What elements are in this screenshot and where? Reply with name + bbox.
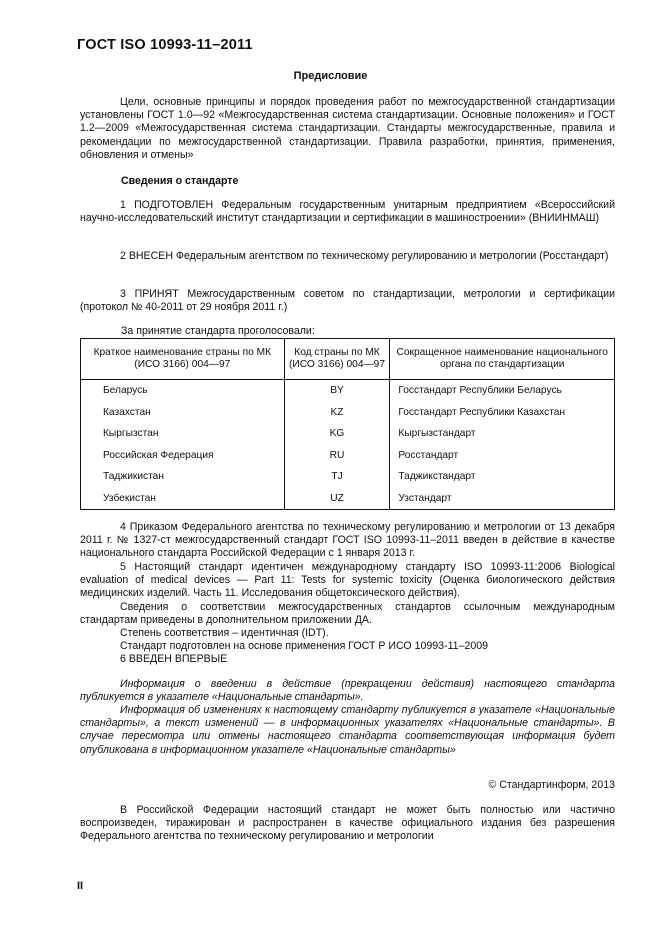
table-cell-country: Беларусь (81, 380, 285, 402)
table-header-country: Краткое наименование страны по МК (ИСО 3166) 004—97 (81, 339, 285, 380)
table-cell-body: Росстандарт (390, 445, 615, 467)
table-header-code: Код страны по МК (ИСО 3166) 004—97 (284, 339, 390, 380)
table-cell-body: Госстандарт Республики Казахстан (390, 402, 615, 424)
item-2-paragraph: 2 ВНЕСЕН Федеральным агентством по техническому регулированию и метрологии (Росстандарт) (120, 250, 609, 262)
table-row (81, 466, 615, 488)
copyright-line: © Стандартинформ, 2013 (488, 779, 615, 791)
table-cell-code: UZ (284, 488, 390, 510)
table-cell-country: Кыргызстан (81, 423, 285, 445)
table-row (81, 445, 615, 467)
item-1-paragraph: 1 ПОДГОТОВЛЕН Федеральным государственным унитарным предприятием «Всероссийский научно-исследовательский институт стандартизации и сертификации в машиностроении» (ВНИИНМАШ) (80, 199, 615, 225)
voting-countries-table (80, 338, 615, 510)
table-cell-code: BY (284, 380, 390, 402)
item-5-degree-paragraph: Степень соответствия – идентичная (IDT). (120, 627, 329, 639)
table-cell-body: Узстандарт (390, 488, 615, 510)
table-row (81, 488, 615, 510)
table-row (81, 423, 615, 445)
item-5-paragraph: 5 Настоящий стандарт идентичен международному стандарту ISO 10993-11:2006 Biological evaluation of medical devices — Part 11: Tests for systemic toxicity (Оценка биологического действия медицинских изделий. Часть 11. Исследования общетоксического действия). (80, 561, 615, 600)
item-5-basis-paragraph: Стандарт подготовлен на основе применения ГОСТ Р ИСО 10993-11–2009 (120, 640, 489, 652)
table-cell-code: KG (284, 423, 390, 445)
table-cell-body: Таджикстандарт (390, 466, 615, 488)
notice-changes-paragraph: Информация об изменениях к настоящему стандарту публикуется в указателе «Национальные стандарты», а текст изменений — в информационных указателях «Национальные стандарты». В случае пересмотра или отмены настоящего стандарта соответствующая информация будет опубликована в информационном указателе «Национальные стандарты» (80, 704, 615, 756)
table-cell-country: Узбекистан (81, 488, 285, 510)
table-cell-country: Казахстан (81, 402, 285, 424)
vote-label: За принятие стандарта проголосовали: (121, 325, 315, 337)
table-cell-body: Госстандарт Республики Беларусь (390, 380, 615, 402)
standard-info-title: Сведения о стандарте (121, 175, 239, 187)
table-cell-code: RU (284, 445, 390, 467)
table-row (81, 402, 615, 424)
page-number: II (77, 880, 84, 892)
table-header-row (81, 339, 615, 380)
preface-title: Предисловие (293, 70, 368, 82)
item-4-paragraph: 4 Приказом Федерального агентства по техническому регулированию и метрологии от 13 декабря 2011 г. № 1327-ст межгосударственный стандарт ГОСТ ISO 10993-11–2011 введен в действие в качестве национального стандарта Российской Федерации с 1 января 2013 г. (80, 521, 615, 560)
rights-paragraph: В Российской Федерации настоящий стандарт не может быть полностью или частично воспроизведен, тиражирован и распространен в качестве официального издания без разрешения Федерального агентства по техническому регулированию и метрологии (80, 804, 615, 843)
item-3-paragraph: 3 ПРИНЯТ Межгосударственным советом по стандартизации, метрологии и сертификации (протокол № 40-2011 от 29 ноября 2011 г.) (80, 288, 615, 314)
document-header-title: ГОСТ ISO 10993-11–2011 (77, 37, 253, 53)
table-cell-country: Российская Федерация (81, 445, 285, 467)
table-row (81, 380, 615, 402)
notice-introduction-paragraph: Информация о введении в действие (прекращении действия) настоящего стандарта публикуется в указателе «Национальные стандарты». (80, 678, 615, 704)
table-cell-country: Таджикистан (81, 466, 285, 488)
table-cell-body: Кыргызстандарт (390, 423, 615, 445)
table-header-body: Сокращенное наименование национального органа по стандартизации (390, 339, 615, 380)
item-5-refs-paragraph: Сведения о соответствии межгосударственных стандартов ссылочным международным стандартам приведены в дополнительном приложении ДА. (80, 601, 615, 627)
preface-intro-paragraph: Цели, основные принципы и порядок проведения работ по межгосударственной стандартизации установлены ГОСТ 1.0—92 «Межгосударственная система стандартизации. Основные положения» и ГОСТ 1.2—2009 «Межгосударственная система стандартизации. Стандарты межгосударственные, правила и рекомендации по межгосударственной стандартизации. Правила разработки, принятия, применения, обновления и отмены» (80, 96, 615, 161)
item-6-paragraph: 6 ВВЕДЕН ВПЕРВЫЕ (120, 653, 228, 665)
table-cell-code: TJ (284, 466, 390, 488)
table-cell-code: KZ (284, 402, 390, 424)
